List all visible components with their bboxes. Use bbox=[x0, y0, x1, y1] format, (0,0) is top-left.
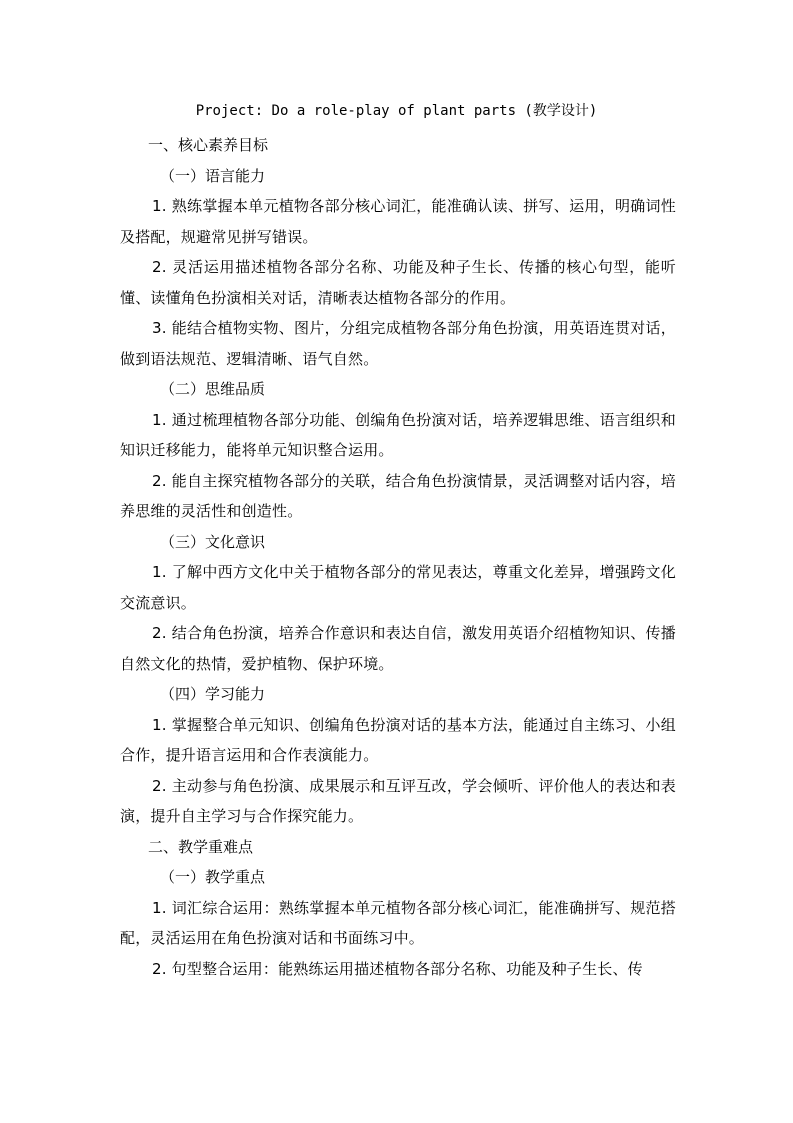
subsection-heading: （三）文化意识 bbox=[160, 532, 266, 551]
paragraph: 2. 结合角色扮演，培养合作意识和表达自信，激发用英语介绍植物知识、传播自然文化的热情，爱护植物、保护环境。 bbox=[120, 624, 676, 673]
subsection-heading: （二）思维品质 bbox=[160, 380, 266, 398]
paragraph: 1. 熟练掌握本单元植物各部分核心词汇，能准确认读、拼写、运用，明确词性及搭配，规避常见拼写错误。 bbox=[120, 197, 676, 246]
paragraph: 1. 词汇综合运用：熟练掌握本单元植物各部分核心词汇，能准确拼写、规范搭配，灵活运用在角色扮演对话和书面练习中。 bbox=[120, 898, 676, 947]
subsection-heading: （一）语言能力 bbox=[160, 166, 266, 185]
paragraph: 2. 句型整合运用：能熟练运用描述植物各部分名称、功能及种子生长、传 bbox=[152, 959, 643, 978]
document-title: Project: Do a role-play of plant parts (教学设计) bbox=[195, 103, 598, 119]
subsection-heading: （四）学习能力 bbox=[160, 685, 266, 703]
paragraph: 3. 能结合植物实物、图片，分组完成植物各部分角色扮演，用英语连贯对话，做到语法规范、逻辑清晰、语气自然。 bbox=[120, 319, 676, 368]
paragraph: 2. 主动参与角色扮演、成果展示和互评互改，学会倾听、评价他人的表达和表演，提升自主学习与合作探究能力。 bbox=[120, 776, 676, 825]
section-heading: 一、核心素养目标 bbox=[148, 136, 269, 154]
section-heading: 二、教学重难点 bbox=[148, 837, 254, 856]
paragraph: 2. 灵活运用描述植物各部分名称、功能及种子生长、传播的核心句型，能听懂、读懂角色扮演相关对话，清晰表达植物各部分的作用。 bbox=[120, 258, 676, 307]
paragraph: 2. 能自主探究植物各部分的关联，结合角色扮演情景，灵活调整对话内容，培养思维的灵活性和创造性。 bbox=[120, 471, 676, 520]
paragraph: 1. 了解中西方文化中关于植物各部分的常见表达，尊重文化差异，增强跨文化交流意识。 bbox=[120, 563, 676, 612]
paragraph: 1. 通过梳理植物各部分功能、创编角色扮演对话，培养逻辑思维、语言组织和知识迁移能力，能将单元知识整合运用。 bbox=[120, 410, 676, 459]
subsection-heading: （一）教学重点 bbox=[160, 868, 266, 886]
paragraph: 1. 掌握整合单元知识、创编角色扮演对话的基本方法，能通过自主练习、小组合作，提升语言运用和合作表演能力。 bbox=[120, 715, 676, 764]
document-body bbox=[120, 130, 676, 984]
